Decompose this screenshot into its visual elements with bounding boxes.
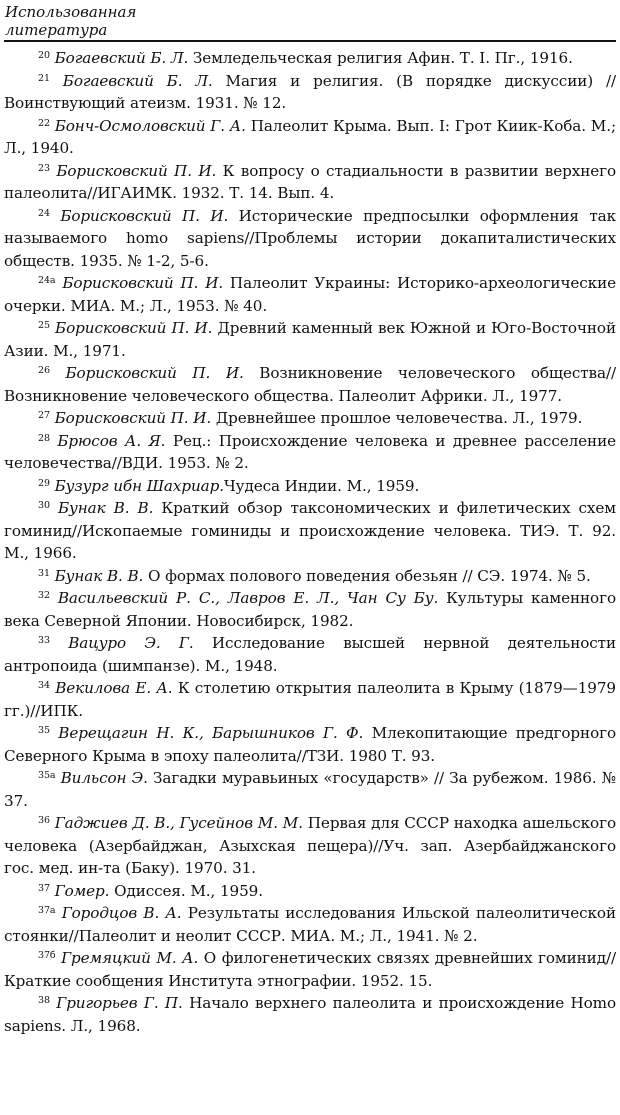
bibliography-entry-31 [4, 565, 616, 588]
entry-number: 35 [38, 725, 50, 736]
bibliography-entry-28 [4, 430, 616, 475]
entry-text: Возникновение человеческого общества//Возникновение человеческого общества. Палеолит Африки. Л., 1977. [4, 364, 616, 405]
entry-author: Вацуро Э. Г. [68, 634, 194, 652]
bibliography-entry-34 [4, 677, 616, 722]
entry-text: Рец.: Происхождение человека и древнее расселение человечества//ВДИ. 1953. № 2. [4, 431, 616, 472]
entry-author: Гремяцкий М. А. [61, 949, 199, 967]
entry-author: Григорьев Г. П. [56, 994, 183, 1012]
entry-text: К столетию открытия палеолита в Крыму (1879—1979 гг.)//ИПК. [4, 679, 616, 720]
bibliography-entry-23 [4, 160, 616, 205]
entry-text: О филогенетических связях древнейших гоминид//Краткие сообщения Института этнографии. 1952. 15. [4, 949, 616, 990]
bibliography-entry-26 [4, 362, 616, 407]
entry-text: Первая для СССР находка ашельского человека (Азербайджан, Азыхская пещера)//Уч. зап. Азербайджанского гос. мед. ин-та (Баку). 1970. 31. [4, 814, 616, 877]
bibliography-entry-21 [4, 70, 616, 115]
entry-number: 24 [38, 207, 50, 219]
entry-author: Гаджиев Д. В., Гусейнов М. М. [54, 814, 303, 832]
bibliography-entry-37b [4, 947, 616, 992]
entry-number: 22 [38, 117, 50, 129]
entry-text: Результаты исследования Ильской палеолитической стоянки//Палеолит и неолит СССР. МИА. М.; Л., 1941. № 2. [4, 904, 616, 945]
entry-number: 31 [38, 567, 50, 579]
entry-text: Палеолит Украины: Историко-археологические очерки. МИА. М.; Л., 1953. № 40. [4, 274, 616, 315]
entry-number: 37 [38, 882, 50, 894]
entry-text: Начало верхнего палеолита и происхождение Homo sapiens. Л., 1968. [4, 994, 616, 1035]
entry-author: Богаевский Б. Л. [62, 71, 213, 90]
entry-number: 36 [38, 815, 50, 826]
bibliography-entry-27 [4, 407, 616, 430]
entry-number: 21 [38, 72, 50, 84]
entry-text: Исторические предпосылки оформления так называемого homo sapiens//Проблемы истории докапиталистических обществ. 1935. № 1-2, 5-6. [4, 206, 616, 270]
entry-author: Бунак В. В. [54, 566, 144, 585]
entry-number: 26 [38, 365, 50, 376]
entry-text: О формах полового поведения обезьян // СЭ. 1974. № 5. [143, 566, 591, 585]
entry-author: Васильевский Р. С., Лавров Е. Л., Чан Су Бу. [57, 589, 439, 607]
bibliography-entry-20 [4, 47, 616, 70]
bibliography-entry-24a [4, 272, 616, 317]
bibliography-entry-38 [4, 992, 616, 1037]
entry-text: Палеолит Крыма. Вып. I: Грот Киик-Коба. М.; Л., 1940. [4, 116, 616, 157]
entry-author: Верещагин Н. К., Барышников Г. Ф. [58, 724, 364, 742]
bibliography-entry-30 [4, 497, 616, 565]
bibliography-entry-35a [4, 767, 616, 812]
bibliography-entry-35 [4, 722, 616, 767]
entry-text: Чудеса Индии. М., 1959. [223, 476, 420, 495]
bibliography-entry-36 [4, 812, 616, 880]
bibliography-entry-37 [4, 880, 616, 903]
entry-text: Магия и религия. (В порядке дискуссии) // Воинствующий атеизм. 1931. № 12. [4, 71, 616, 112]
bibliography-entry-22 [4, 115, 616, 160]
entry-author: Борисковский П. И. [55, 319, 213, 337]
entry-text: Краткий обзор таксономических и филетических схем гоминид//Ископаемые гоминиды и происхождение человека. ТИЭ. Т. 92. М., 1966. [4, 499, 616, 562]
bibliography-list [4, 47, 616, 1037]
entry-author: Векилова Е. А. [55, 679, 173, 697]
entry-number: 27 [38, 410, 50, 421]
entry-number: 37б [38, 950, 56, 961]
entry-text: Древний каменный век Южной и Юго-Восточной Азии. М., 1971. [4, 319, 616, 360]
entry-number: 28 [38, 432, 50, 444]
entry-number: 32 [38, 590, 50, 601]
entry-text: Исследование высшей нервной деятельности антропоида (шимпанзе). М., 1948. [4, 634, 616, 675]
running-head [4, 0, 616, 39]
entry-author: Бонч-Осмоловский Г. А. [54, 116, 246, 135]
entry-author: Бунак В. В. [57, 499, 154, 517]
bibliography-entry-33 [4, 632, 616, 677]
entry-author: Борисковский П. И. [54, 409, 212, 427]
entry-number: 38 [38, 995, 50, 1006]
entry-number: 33 [38, 635, 50, 646]
entry-number: 30 [38, 500, 50, 511]
running-head-line-2: литература [5, 21, 108, 39]
entry-author: Борисковский П. И. [62, 274, 224, 292]
entry-text: Одиссея. М., 1959. [109, 881, 263, 900]
bibliography-entry-32 [4, 587, 616, 632]
entry-text: Земледельческая религия Афин. Т. I. Пг., 1916. [188, 49, 573, 67]
entry-number: 29 [38, 477, 50, 489]
header-rule [4, 40, 616, 42]
entry-author: Вильсон Э. [60, 769, 148, 787]
running-head-line-1: Использованная [5, 3, 137, 21]
entry-text: Древнейшее прошлое человечества. Л., 1979. [211, 409, 583, 427]
entry-text: К вопросу о стадиальности в развитии верхнего палеолита//ИГАИМК. 1932. Т. 14. Вып. 4. [4, 161, 617, 202]
bibliography-entry-37a [4, 902, 616, 947]
entry-number: 20 [38, 50, 50, 61]
entry-number: 34 [38, 680, 50, 691]
entry-text: Загадки муравьиных «государств» // За рубежом. 1986. № 37. [4, 769, 616, 810]
entry-author: Борисковский П. И. [56, 161, 217, 180]
entry-author: Брюсов А. Я. [57, 431, 166, 450]
entry-number: 35а [38, 770, 56, 781]
entry-author: Богаевский Б. Л. [54, 49, 189, 67]
bibliography-entry-24 [4, 205, 616, 273]
bibliography-entry-25 [4, 317, 616, 362]
entry-author: Борисковский П. И. [60, 206, 229, 225]
entry-author: Городцов В. А. [61, 904, 182, 922]
entry-text: Культуры каменного века Северной Японии. Новосибирск, 1982. [4, 589, 616, 630]
entry-number: 25 [38, 320, 50, 331]
entry-number: 37а [38, 905, 56, 916]
entry-author: Гомер. [54, 881, 110, 900]
entry-number: 23 [38, 162, 50, 174]
entry-text: Млекопитающие предгорного Северного Крыма в эпоху палеолита//ТЗИ. 1980 Т. 93. [4, 724, 617, 765]
entry-author: Бузург ибн Шахриар. [54, 476, 224, 495]
entry-author: Борисковский П. И. [65, 364, 244, 382]
entry-number: 24а [38, 275, 56, 286]
bibliography-entry-29 [4, 475, 616, 498]
